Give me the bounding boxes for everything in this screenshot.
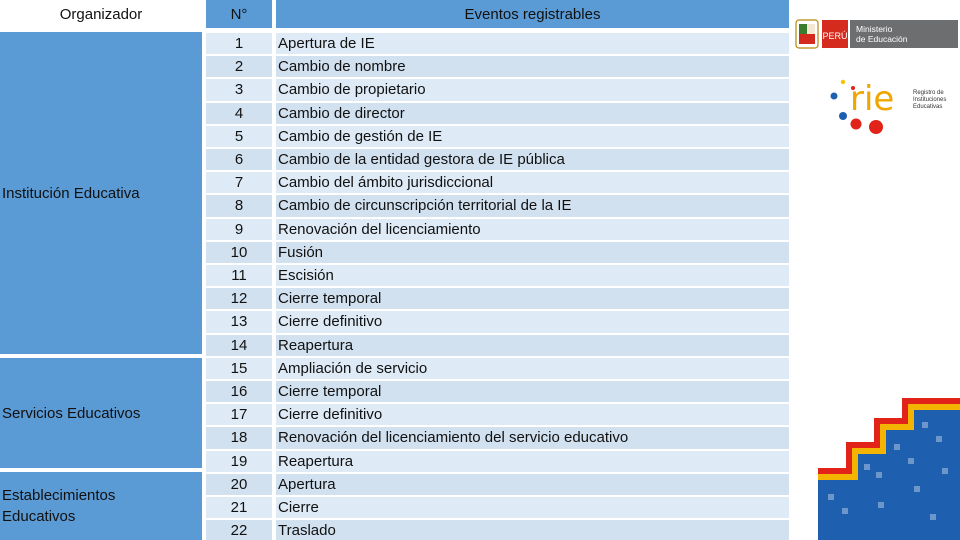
header-numero: N°	[206, 0, 272, 28]
row-event: Renovación del licenciamiento del servicio educativo	[276, 427, 789, 448]
row-number: 15	[206, 358, 272, 379]
row-event: Reapertura	[276, 451, 789, 472]
row-event: Cierre definitivo	[276, 404, 789, 425]
group-institucion-educativa: Institución Educativa	[0, 32, 202, 354]
row-event: Cambio del ámbito jurisdiccional	[276, 172, 789, 193]
row-number: 20	[206, 474, 272, 495]
peru-shield-icon	[796, 20, 818, 48]
row-number: 3	[206, 79, 272, 100]
row-number: 2	[206, 56, 272, 77]
row-number: 9	[206, 219, 272, 240]
header-eventos: Eventos registrables	[276, 0, 789, 28]
row-event: Escisión	[276, 265, 789, 286]
group-servicios-educativos: Servicios Educativos	[0, 358, 202, 468]
rie-logo	[824, 76, 958, 138]
row-event: Cambio de propietario	[276, 79, 789, 100]
svg-text:rie: rie	[850, 79, 895, 119]
svg-text:PERÚ: PERÚ	[822, 31, 848, 41]
row-event: Cierre	[276, 497, 789, 518]
row-event: Fusión	[276, 242, 789, 263]
svg-text:de Educación: de Educación	[856, 34, 908, 44]
row-number: 22	[206, 520, 272, 540]
rie-dot-icon	[831, 93, 838, 100]
row-event: Cierre temporal	[276, 288, 789, 309]
decorative-stairs-graphic	[818, 398, 960, 540]
row-event: Cambio de director	[276, 103, 789, 124]
row-number: 19	[206, 451, 272, 472]
row-event: Cambio de circunscripción territorial de la IE	[276, 195, 789, 216]
row-event: Traslado	[276, 520, 789, 540]
row-number: 1	[206, 33, 272, 54]
row-number: 14	[206, 335, 272, 356]
row-number: 13	[206, 311, 272, 332]
row-number: 7	[206, 172, 272, 193]
row-number: 8	[206, 195, 272, 216]
row-event: Cierre definitivo	[276, 311, 789, 332]
row-event: Apertura	[276, 474, 789, 495]
row-event: Apertura de IE	[276, 33, 789, 54]
row-event: Renovación del licenciamiento	[276, 219, 789, 240]
row-number: 18	[206, 427, 272, 448]
svg-text:Registro de: Registro de	[913, 90, 944, 96]
svg-text:Ministerio: Ministerio	[856, 24, 893, 34]
svg-text:Educativas: Educativas	[913, 104, 943, 110]
row-number: 10	[206, 242, 272, 263]
header-organizador: Organizador	[59, 5, 143, 23]
row-number: 21	[206, 497, 272, 518]
svg-text:Instituciones: Instituciones	[913, 97, 947, 103]
row-number: 11	[206, 265, 272, 286]
row-number: 16	[206, 381, 272, 402]
row-number: 6	[206, 149, 272, 170]
row-number: 4	[206, 103, 272, 124]
row-event: Cambio de la entidad gestora de IE pública	[276, 149, 789, 170]
row-event: Cierre temporal	[276, 381, 789, 402]
row-event: Cambio de nombre	[276, 56, 789, 77]
minedu-logo	[792, 17, 958, 51]
row-number: 5	[206, 126, 272, 147]
row-number: 12	[206, 288, 272, 309]
group-establecimientos-educativos: Establecimientos Educativos	[0, 472, 202, 540]
row-number: 17	[206, 404, 272, 425]
row-event: Ampliación de servicio	[276, 358, 789, 379]
row-event: Cambio de gestión de IE	[276, 126, 789, 147]
row-event: Reapertura	[276, 335, 789, 356]
